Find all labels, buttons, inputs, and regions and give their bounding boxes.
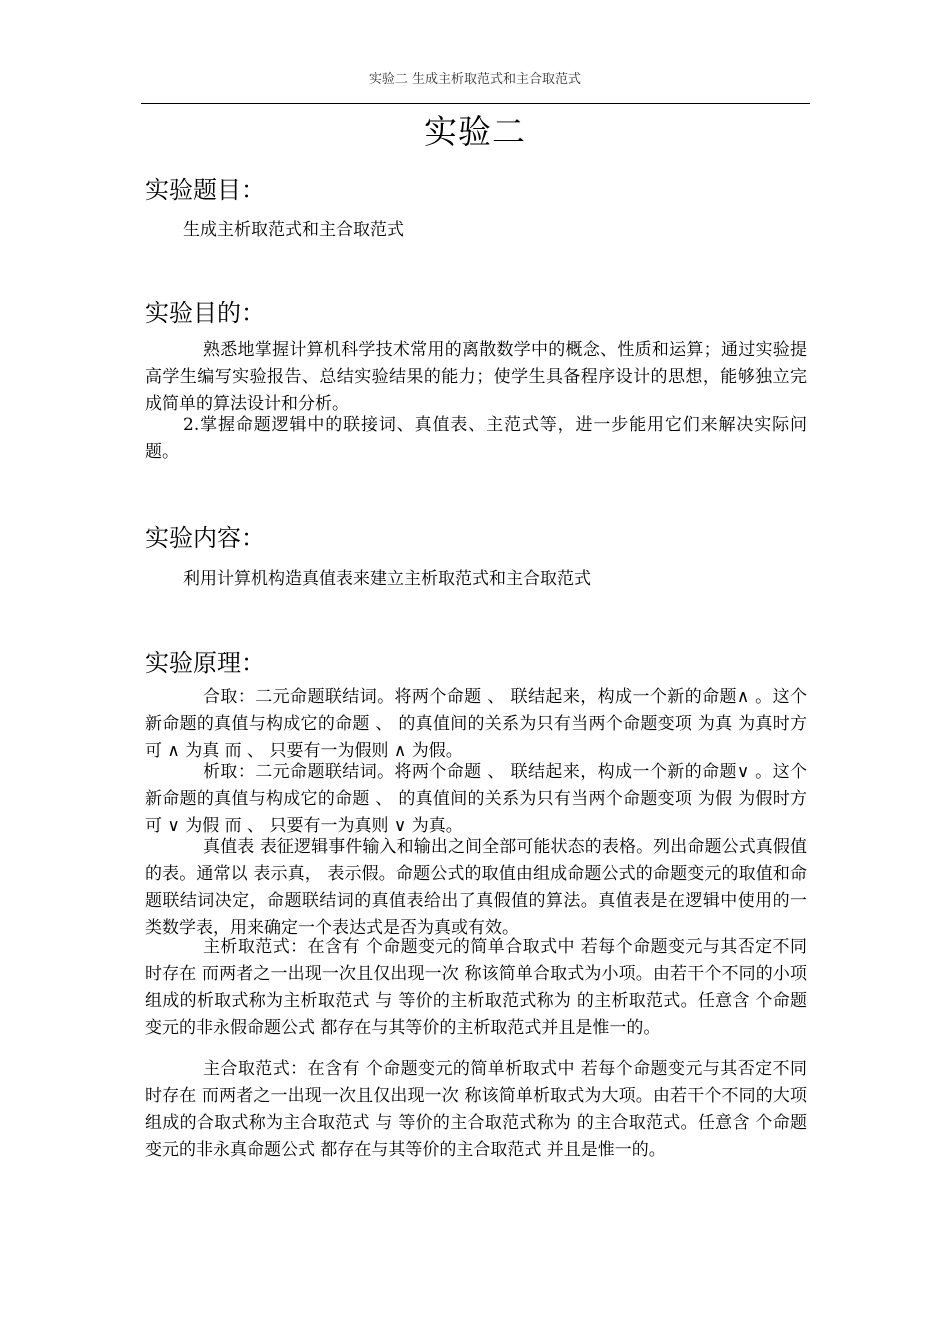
topic-text: 生成主析取范式和主合取范式 [183,220,404,240]
pdnf-paragraph: 主析取范式：在含有 个命题变元的简单合取式中 若每个命题变元与其否定不同时存在 而两者之一出现一次且仅出现一次 称该简单合取式为小项。由若干个不同的小项组成的析取式称为主析取范式 与 等价的主析取范式称为 的主析取范式。任意含 个命题变元的非永假命题公式 都存在与其等价的主析取范式并且是惟一的。 [145,937,807,1038]
disjunction-paragraph: 析取：二元命题联结词。将两个命题 、 联结起来，构成一个新的命题∨ 。这个新命题的真值与构成它的命题 、 的真值间的关系为只有当两个命题变项 为假 为假时方可 ∨ 为假 而 、 只要有一为真则 ∨ 为真。 [145,762,807,836]
running-header: 实验二 生成主析取范式和主合取范式 [368,72,582,87]
purpose-heading: 实验目的： [145,299,265,327]
header-rule [141,103,810,104]
conjunction-paragraph: 合取：二元命题联结词。将两个命题 、 联结起来，构成一个新的命题∧ 。这个新命题的真值与构成它的命题 、 的真值间的关系为只有当两个命题变项 为真 为真时方可 ∧ 为真 而 、 只要有一为假则 ∧ 为假。 [145,687,807,761]
purpose-paragraph-2: 2.掌握命题逻辑中的联接词、真值表、主范式等，进一步能用它们来解决实际问题。 [145,415,807,462]
pcnf-paragraph: 主合取范式：在含有 个命题变元的简单析取式中 若每个命题变元与其否定不同时存在 而两者之一出现一次且仅出现一次 称该简单析取式为大项。由若干个不同的大项组成的合取式称为主合取范式 与 等价的主合取范式称为 的主合取范式。任意含 个命题变元的非永真命题公式 都存在与其等价的主合取范式 并且是惟一的。 [145,1059,807,1160]
topic-heading: 实验题目： [145,176,265,204]
principle-heading: 实验原理： [145,649,265,677]
content-heading: 实验内容： [145,524,265,552]
content-text: 利用计算机构造真值表来建立主析取范式和主合取范式 [183,569,591,589]
document-title: 实验二 [424,112,526,151]
purpose-paragraph-1: 熟悉地掌握计算机科学技术常用的离散数学中的概念、性质和运算；通过实验提高学生编写实验报告、总结实验结果的能力；使学生具备程序设计的思想，能够独立完成简单的算法设计和分析。 [145,340,807,414]
truth-table-paragraph: 真值表 表征逻辑事件输入和输出之间全部可能状态的表格。列出命题公式真假值的表。通常以 表示真， 表示假。命题公式的取值由组成命题公式的命题变元的取值和命题联结词决定，命题联结词的真值表给出了真假值的算法。真值表是在逻辑中使用的一类数学表，用来确定一个表达式是否为真或有效。 [145,837,807,938]
